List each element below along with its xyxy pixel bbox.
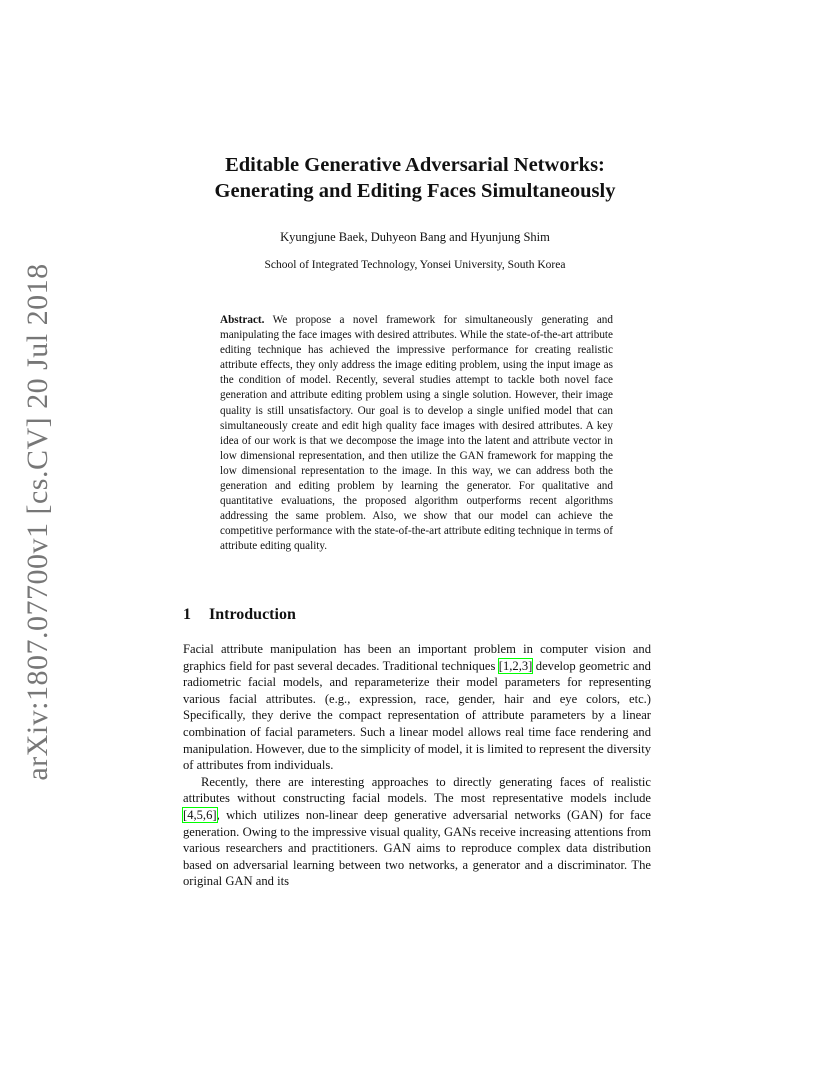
paragraph-2-text-b: , which utilizes non-linear deep generative adversarial networks (GAN) for face generation. Owing to the impressive visual quality, GANs receive increasing attentions from various researchers and practitioners. GAN aims to reproduce complex data distribution based on adversarial learning between two networks, a generator and a discriminator. The original GAN and its [183,807,651,889]
title-line-1: Editable Generative Adversarial Networks: [225,154,605,176]
citation-link[interactable]: [1,2,3] [498,658,533,673]
section-number: 1 [183,606,191,623]
section-title: Introduction [209,606,296,623]
paragraph-1 [183,641,651,774]
abstract-label: Abstract. [220,314,265,326]
affiliation: School of Integrated Technology, Yonsei University, South Korea [264,259,566,271]
paragraph-2 [183,774,651,890]
title-line-2: Generating and Editing Faces Simultaneously [214,180,616,202]
author-list: Kyungjune Baek, Duhyeon Bang and Hyunjung Shim [280,230,550,244]
paragraph-1-text-b: develop geometric and radiometric facial models, and reparameterize their model parameters for representing various facial attributes. (e.g., expression, race, gender, hair and eye colors, etc.) Specifically, they derive the compact representation of attribute parameters by a linear combination of facial parameters. Such a linear model allows real time face rendering and manipulation. However, due to the simplicity of model, it is limited to represent the diversity of attributes from individuals. [183,658,651,773]
section-heading [183,606,296,624]
paragraph-1-text-a: Facial attribute manipulation has been an important problem in computer vision and graphics field for past several decades. Traditional techniques [183,642,651,673]
abstract-text: We propose a novel framework for simultaneously generating and manipulating the face images with desired attributes. While the state-of-the-art attribute editing technique has achieved the impressive performance for creating realistic attribute effects, they only address the image editing problem, using the input image as the condition of model. Recently, several studies attempt to tackle both novel face generation and attribute editing problem using a single solution. However, their image quality is still unsatisfactory. Our goal is to develop a single unified model that can simultaneously create and edit high quality face images with desired attributes. A key idea of our work is that we decompose the image into the latent and attribute vector in low dimensional representation, and then utilize the GAN framework for mapping the low dimensional representation to the image. In this way, we can address both the generation and editing problem by learning the generator. For qualitative and quantitative evaluations, the proposed algorithm outperforms recent algorithms addressing the same problem. Also, we show that our model can achieve the competitive performance with the state-of-the-art attribute editing technique in terms of attribute editing quality. [220,314,613,553]
paragraph-2-text-a: Recently, there are interesting approaches to directly generating faces of realistic attributes without constructing facial models. The most representative models include [183,774,651,806]
paper-title [150,152,680,204]
citation-link[interactable]: [4,5,6] [183,807,217,822]
introduction-body [183,641,651,890]
abstract [220,313,613,555]
arxiv-identifier: arXiv:1807.07700v1 [cs.CV] 20 Jul 2018 [21,263,54,781]
